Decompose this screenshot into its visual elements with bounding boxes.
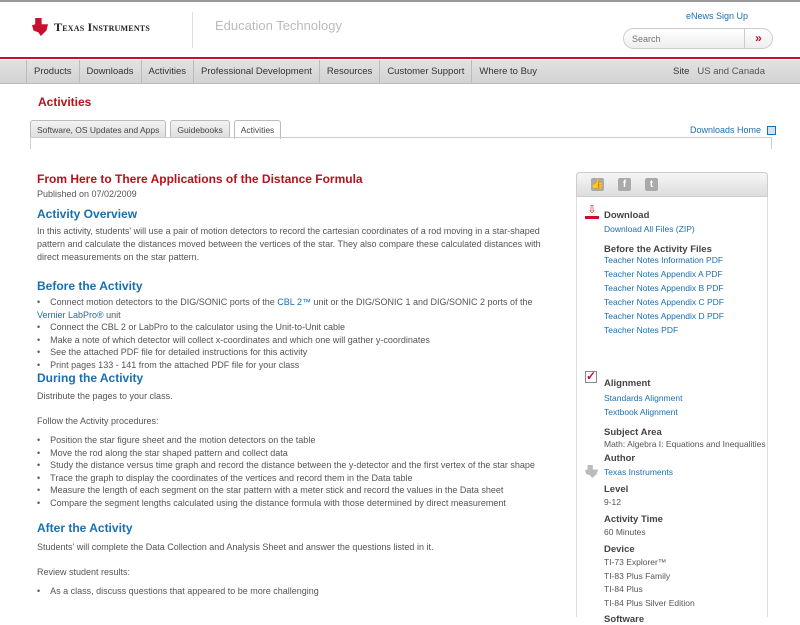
nav-professional-development[interactable]: Professional Development <box>194 60 320 84</box>
header-divider <box>192 12 193 48</box>
twitter-icon[interactable]: t <box>645 178 658 191</box>
device-item: TI-84 Plus <box>604 584 643 594</box>
file-link[interactable]: Teacher Notes Information PDF <box>604 255 724 265</box>
content-panel <box>30 137 772 149</box>
before-files-heading: Before the Activity Files <box>604 244 712 255</box>
before-list <box>37 296 547 372</box>
top-border <box>0 0 800 2</box>
page-heading: Activities <box>38 95 92 109</box>
during-heading: During the Activity <box>37 371 144 385</box>
site-value: US and Canada <box>697 66 765 77</box>
tab-guidebooks[interactable]: Guidebooks <box>170 120 229 138</box>
time-heading: Activity Time <box>604 514 663 525</box>
ti-author-icon <box>585 465 598 478</box>
textbook-alignment-link[interactable]: Textbook Alignment <box>604 407 678 417</box>
file-link[interactable]: Teacher Notes Appendix C PDF <box>604 297 725 307</box>
level-heading: Level <box>604 484 629 495</box>
enews-signup-link[interactable]: eNews Sign Up <box>686 11 749 21</box>
before-heading: Before the Activity <box>37 279 143 293</box>
after-text: Students' will complete the Data Collection and Analysis Sheet and answer the questions listed in it. <box>37 542 434 552</box>
during-list <box>37 434 547 510</box>
device-item: TI-83 Plus Family <box>604 571 671 581</box>
item-text: unit <box>103 309 121 320</box>
nav-resources[interactable]: Resources <box>320 60 380 84</box>
list-item: • As a class, discuss questions that appeared to be more challenging <box>37 585 547 598</box>
device-heading: Device <box>604 544 635 555</box>
section-title: Education Technology <box>215 18 342 33</box>
list-item: • Move the rod along the star shaped pattern and collect data <box>37 447 547 460</box>
device-item: TI-73 Explorer™ <box>604 557 667 567</box>
ti-logo[interactable] <box>32 18 150 36</box>
overview-text: In this activity, students' will use a pair of motion detectors to record the cartesian coordinates of a rod moving in a star-shaped pattern and calculate the distances moved between the vertices of the star. They also compare these calculated distances with direct measurements on the star pattern. <box>37 226 541 262</box>
site-selector[interactable] <box>673 66 765 77</box>
search-box <box>623 28 773 49</box>
author-heading: Author <box>604 453 636 464</box>
list-item <box>37 296 547 321</box>
search-input[interactable] <box>624 34 744 44</box>
subject-heading: Subject Area <box>604 427 662 438</box>
download-icon: ⇩ <box>585 205 599 219</box>
device-item: TI-84 Plus Silver Edition <box>604 598 695 608</box>
file-link[interactable]: Teacher Notes Appendix B PDF <box>604 283 724 293</box>
during-text: Distribute the pages to your class. <box>37 391 173 401</box>
tab-software[interactable]: Software, OS Updates and Apps <box>30 120 166 138</box>
search-go-button[interactable]: » <box>744 29 772 48</box>
level-value: 9-12 <box>604 497 622 507</box>
overview-heading: Activity Overview <box>37 207 138 221</box>
software-heading: Software <box>604 614 645 625</box>
facebook-icon[interactable]: f <box>618 178 631 191</box>
list-item: • Study the distance versus time graph and record the distance between the y-detector and the first vertex of the star shape <box>37 459 547 472</box>
published-date: Published on 07/02/2009 <box>37 189 137 199</box>
subject-value: Math: Algebra I: Equations and Inequalities <box>604 439 766 449</box>
downloads-home-label: Downloads Home <box>690 125 762 135</box>
author-link[interactable]: Texas Instruments <box>604 467 673 477</box>
download-heading: Download <box>604 210 650 221</box>
after-heading: After the Activity <box>37 521 133 535</box>
list-item: • Print pages 133 - 141 from the attached PDF file for your class <box>37 359 547 372</box>
after-text: Review student results: <box>37 567 131 577</box>
cbl2-link[interactable]: CBL 2™ <box>277 297 311 307</box>
home-icon <box>767 126 776 135</box>
file-link[interactable]: Teacher Notes PDF <box>604 325 679 335</box>
labpro-link[interactable]: Vernier LabPro® <box>37 309 104 320</box>
downloads-home-link[interactable] <box>690 125 776 135</box>
download-all-link[interactable]: Download All Files (ZIP) <box>604 224 695 234</box>
list-item: • Measure the length of each segment on the star pattern with a meter stick and record the values in the Data sheet <box>37 484 547 497</box>
like-icon[interactable]: 👍 <box>591 179 604 190</box>
article-title: From Here to There Applications of the Distance Formula <box>37 172 363 186</box>
checkbox-icon: ✓ <box>586 369 597 383</box>
brand-name: Texas Instruments <box>54 19 150 34</box>
share-bar <box>576 172 768 197</box>
list-item: • Make a note of which detector will collect x-coordinates and which one will gather y-coordinates <box>37 334 547 347</box>
ti-logo-icon <box>32 18 48 36</box>
nav-downloads[interactable]: Downloads <box>80 60 142 84</box>
item-text: Connect motion detectors to the DIG/SONIC ports of the <box>50 297 278 307</box>
list-item: • Compare the segment lengths calculated using the distance formula with those determined by direct measurement <box>37 497 547 510</box>
nav-products[interactable]: Products <box>26 60 80 84</box>
list-item: • Connect the CBL 2 or LabPro to the calculator using the Unit-to-Unit cable <box>37 321 547 334</box>
file-link[interactable]: Teacher Notes Appendix A PDF <box>604 269 723 279</box>
standards-alignment-link[interactable]: Standards Alignment <box>604 393 683 403</box>
site-label: Site <box>673 66 690 77</box>
nav-where-to-buy[interactable]: Where to Buy <box>479 65 537 77</box>
list-item: • Trace the graph to display the coordinates of the vertices and record them in the Data table <box>37 472 547 485</box>
item-text: unit or the DIG/SONIC 1 and DIG/SONIC 2 ports of the <box>310 297 533 307</box>
list-item: • Position the star figure sheet and the motion detectors on the table <box>37 434 547 447</box>
during-text: Follow the Activity procedures: <box>37 416 159 426</box>
list-item: • See the attached PDF file for detailed instructions for this activity <box>37 346 547 359</box>
nav-activities[interactable]: Activities <box>142 60 194 84</box>
time-value: 60 Minutes <box>604 527 646 537</box>
file-link[interactable]: Teacher Notes Appendix D PDF <box>604 311 725 321</box>
sidebar <box>576 172 768 625</box>
after-list <box>37 585 547 598</box>
alignment-heading: Alignment <box>604 378 651 389</box>
nav-customer-support[interactable]: Customer Support <box>380 60 472 84</box>
tab-activities[interactable]: Activities <box>234 120 282 139</box>
